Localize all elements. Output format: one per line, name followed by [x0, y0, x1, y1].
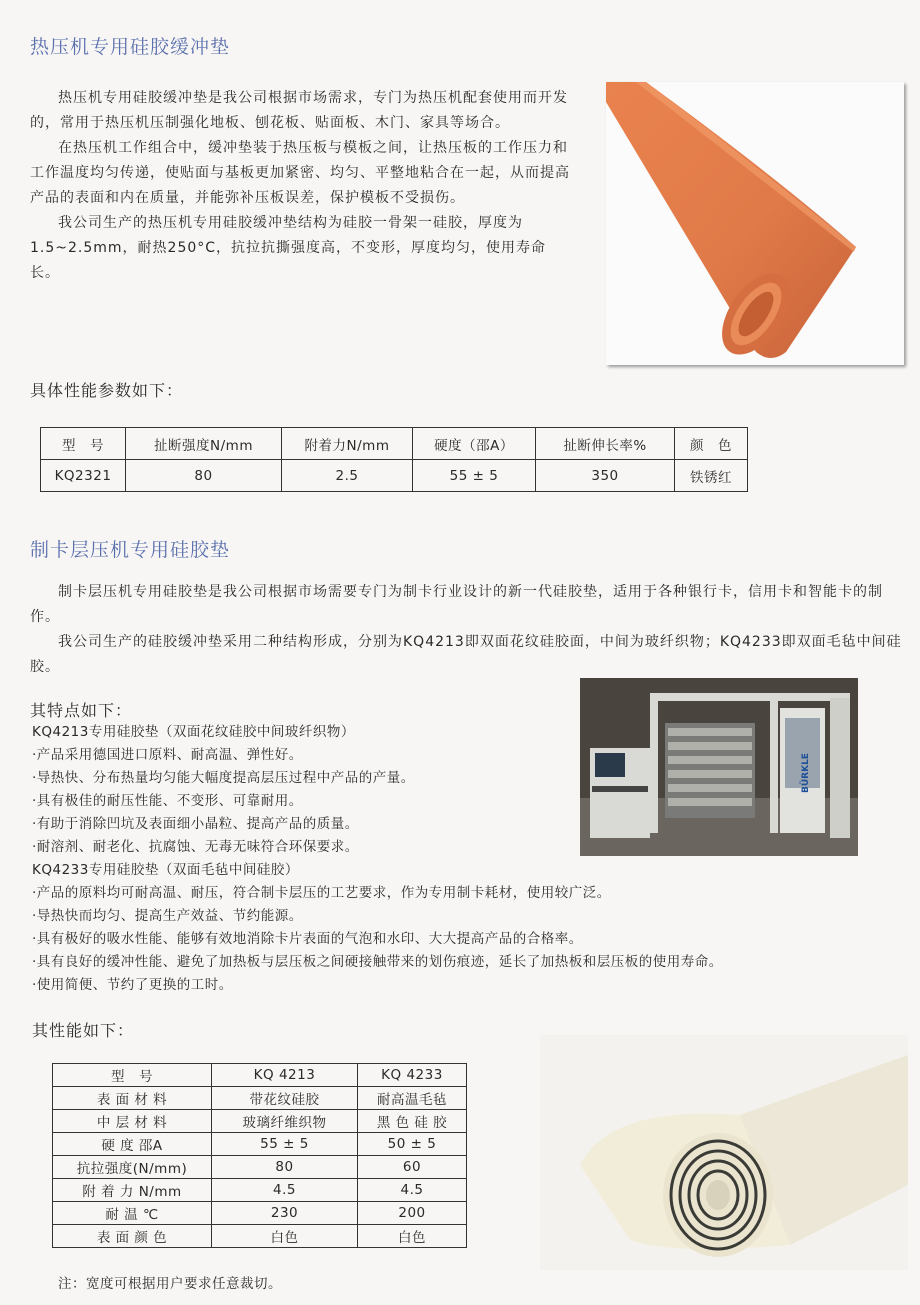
table-cell: 白色: [212, 1225, 358, 1248]
section1-paragraph: 在热压机工作组合中，缓冲垫装于热压板与模板之间，让热压板的工作压力和工作温度均匀传递，使贴面与基板更加紧密、均匀、平整地粘合在一起，从而提高产品的表面和内在质量，并能弥补压板误差，保护模板不受损伤。: [30, 140, 570, 206]
section2-paragraph: 制卡层压机专用硅胶垫是我公司根据市场需要专门为制卡行业设计的新一代硅胶垫，适用于各种银行卡，信用卡和智能卡的制作。: [30, 584, 883, 625]
table-cell: 2.5: [282, 460, 413, 492]
list-item: ·导热快而均匀、提高生产效益、节约能源。: [32, 908, 303, 924]
table-cell: 230: [212, 1202, 358, 1225]
kq4213-title: KQ4213专用硅胶垫（双面花纹硅胶中间玻纤织物）: [32, 724, 355, 740]
kq4213-features: [32, 721, 723, 997]
section2-body: [30, 580, 902, 680]
perf-table: [52, 1063, 467, 1248]
table-header: KQ 4233: [358, 1064, 467, 1087]
table-header: 型 号: [53, 1064, 212, 1087]
table-cell: 黑 色 硅 胶: [358, 1110, 467, 1133]
list-item: ·导热快、分布热量均匀能大幅度提高层压过程中产品的产量。: [32, 770, 415, 786]
table-cell: 4.5: [212, 1179, 358, 1202]
table-header: 型 号: [41, 428, 126, 460]
table-cell: 4.5: [358, 1179, 467, 1202]
section1-title: 热压机专用硅胶缓冲垫: [30, 36, 231, 58]
section1-body: [30, 86, 575, 286]
table-cell: 350: [536, 460, 675, 492]
white-roll-graphic: [540, 1035, 908, 1270]
table-cell: KQ2321: [41, 460, 126, 492]
table-header: 附着力N/mm: [282, 428, 413, 460]
params-title: 具体性能参数如下：: [30, 381, 184, 400]
list-item: ·耐溶剂、耐老化、抗腐蚀、无毒无味符合环保要求。: [32, 839, 359, 855]
section1-paragraph: 热压机专用硅胶缓冲垫是我公司根据市场需求，专门为热压机配套使用而开发的，常用于热压机压制强化地板、刨花板、贴面板、木门、家具等场合。: [30, 90, 568, 131]
table-cell: 中 层 材 料: [53, 1110, 212, 1133]
section2-title: 制卡层压机专用硅胶垫: [30, 539, 231, 561]
table-cell: 50 ± 5: [358, 1133, 467, 1156]
table-cell: 抗拉强度(N/mm): [53, 1156, 212, 1179]
table-cell: 耐 温 ℃: [53, 1202, 212, 1225]
section1-paragraph: 我公司生产的热压机专用硅胶缓冲垫结构为硅胶一骨架一硅胶，厚度为1.5~2.5mm，耐热250°C，抗拉抗撕强度高，不变形，厚度均匀，使用寿命长。: [30, 215, 547, 281]
orange-silicone-roll-image: [606, 82, 904, 365]
list-item: ·有助于消除凹坑及表面细小晶粒、提高产品的质量。: [32, 816, 359, 832]
table-header: KQ 4213: [212, 1064, 358, 1087]
white-silicone-roll-image: [540, 1035, 908, 1270]
kq4233-title: KQ4233专用硅胶垫（双面毛毡中间硅胶）: [32, 862, 299, 878]
features-title: 其特点如下：: [30, 701, 133, 720]
params-table: [40, 427, 748, 492]
table-header: 扯断伸长率%: [536, 428, 675, 460]
table-cell: 耐高温毛毡: [358, 1087, 467, 1110]
note: 注：宽度可根据用户要求任意裁切。: [58, 1276, 282, 1292]
machine-graphic: [580, 678, 858, 856]
table-cell: 表 面 颜 色: [53, 1225, 212, 1248]
list-item: ·使用简便、节约了更换的工时。: [32, 977, 233, 993]
list-item: ·产品的原料均可耐高温、耐压，符合制卡层压的工艺要求，作为专用制卡耗材，使用较广泛。: [32, 885, 611, 901]
table-cell: 200: [358, 1202, 467, 1225]
table-header: 扯断强度N/mm: [126, 428, 282, 460]
table-cell: 55 ± 5: [413, 460, 536, 492]
table-cell: 80: [212, 1156, 358, 1179]
laminating-machine-image: [580, 678, 858, 856]
list-item: ·具有极佳的耐压性能、不变形、可靠耐用。: [32, 793, 303, 809]
machine-brand-label: BÜRKLE: [801, 753, 811, 793]
table-cell: 80: [126, 460, 282, 492]
list-item: ·产品采用德国进口原料、耐高温、弹性好。: [32, 747, 303, 763]
section2-paragraph: 我公司生产的硅胶缓冲垫采用二种结构形成，分别为KQ4213即双面花纹硅胶面，中间为玻纤织物；KQ4233即双面毛毡中间硅胶。: [30, 634, 902, 675]
list-item: ·具有良好的缓冲性能、避免了加热板与层压板之间硬接触带来的划伤痕迹，延长了加热板和层压板的使用寿命。: [32, 954, 723, 970]
list-item: ·具有极好的吸水性能、能够有效地消除卡片表面的气泡和水印、大大提高产品的合格率。: [32, 931, 583, 947]
table-cell: 带花纹硅胶: [212, 1087, 358, 1110]
table-cell: 55 ± 5: [212, 1133, 358, 1156]
table-header: 颜 色: [675, 428, 748, 460]
table-cell: 铁锈红: [675, 460, 748, 492]
table-cell: 玻璃纤维织物: [212, 1110, 358, 1133]
table-header: 硬度（邵A）: [413, 428, 536, 460]
table-cell: 表 面 材 料: [53, 1087, 212, 1110]
perf-title: 其性能如下：: [32, 1021, 135, 1040]
orange-roll-graphic: [606, 82, 904, 365]
table-cell: 硬 度 邵A: [53, 1133, 212, 1156]
table-cell: 60: [358, 1156, 467, 1179]
table-cell: 白色: [358, 1225, 467, 1248]
table-cell: 附 着 力 N/mm: [53, 1179, 212, 1202]
